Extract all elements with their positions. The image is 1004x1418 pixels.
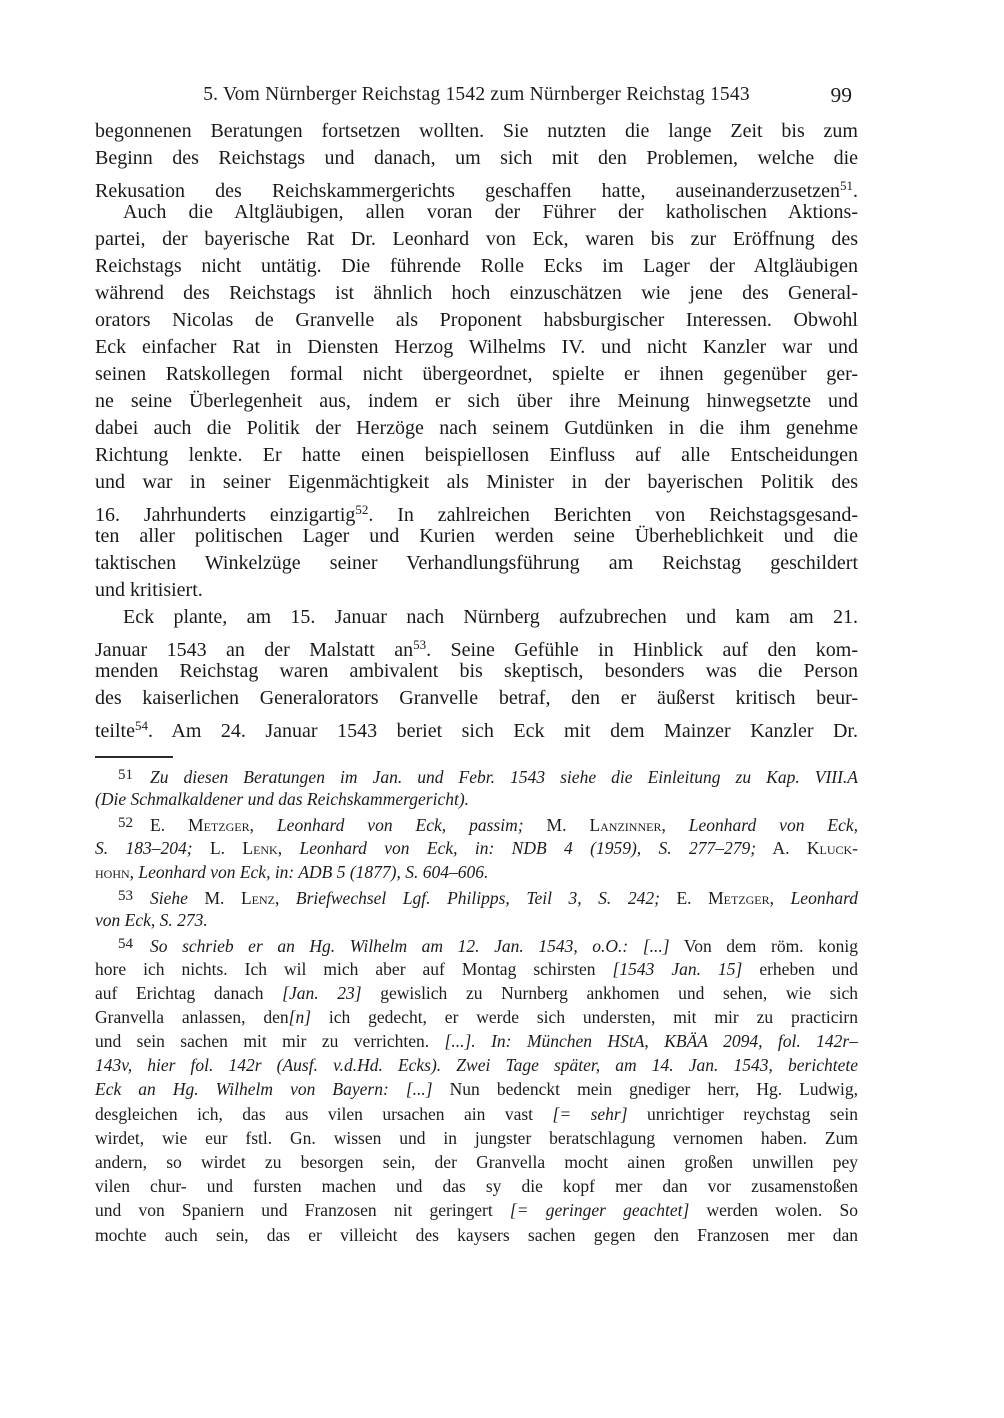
text-run: Siehe <box>150 887 188 908</box>
text-run: . <box>853 180 858 202</box>
text-line <box>95 1053 858 1077</box>
text-run: Leonhard <box>790 887 858 908</box>
text-line <box>95 811 858 835</box>
text-run: . Seine Gefühle in Hinblick auf den kom- <box>426 639 858 661</box>
text-line <box>95 172 858 202</box>
running-head <box>95 82 858 110</box>
text-run: [= sehr] <box>552 1103 628 1124</box>
text-run: des kaiserlichen Generalorators Granvelle betraf, den er äußerst kritisch beur- <box>95 687 858 709</box>
text-run: und war in seiner Eigenmächtigkeit als Minister in der bayerischen Politik des <box>95 471 858 493</box>
text-run: vilen chur- und fursten machen und das sy die kopf mer dan vor zusamenstoßen <box>95 1176 858 1197</box>
text-run: S. 183–204; <box>95 837 193 858</box>
text-line <box>95 199 858 226</box>
text-run: Eck einfacher Rat in Diensten Herzog Wilhelms IV. und nicht Kanzler war und <box>95 336 858 358</box>
text-run: . Am 24. Januar 1543 beriet sich Eck mit dem Mainzer Kanzler Dr. <box>147 720 858 742</box>
text-run: teilte <box>95 720 135 742</box>
footnote <box>95 884 858 932</box>
text-line <box>95 1150 858 1174</box>
text-run: [Jan. 23] <box>282 982 362 1003</box>
text-run: ne seine Überlegenheit aus, indem er sich über ihre Meinung hinwegsetzte und <box>95 390 858 412</box>
text-run: Kluck- <box>806 837 859 858</box>
text-run: mochte auch sein, das er villeicht des kaysers sachen gegen den Franzosen mer dan <box>95 1224 858 1245</box>
text-run: auf Erichtag danach <box>95 982 283 1003</box>
text-run: 143v, hier fol. 142r (Ausf. v.d.Hd. Ecks). Zwei Tage später, am 14. Jan. 1543, berichtete <box>95 1055 858 1076</box>
text-run: , <box>661 815 689 836</box>
text-run: ten aller politischen Lager und Kurien werden seine Überheblichkeit und die <box>95 525 858 547</box>
text-run: Richtung lenkte. Er hatte einen beispiellosen Einfluss auf alle Entscheidungen <box>95 444 858 466</box>
text-run: Briefwechsel Lgf. Philipps, Teil 3, S. 242; <box>295 887 660 908</box>
text-run: A. <box>756 837 807 858</box>
text-run: Lanzinner <box>589 815 662 836</box>
text-line <box>95 787 858 811</box>
footnote-number: 52 <box>118 815 133 832</box>
text-run: E. <box>659 887 709 908</box>
text-run: Nun bedenckt mein gnediger herr, Hg. Ludwig, <box>432 1079 858 1100</box>
text-line <box>95 1077 858 1101</box>
text-line <box>95 577 858 604</box>
footnotes-section <box>95 756 858 1247</box>
footnote <box>95 763 858 811</box>
text-run: wirdet, wie eur fstl. Gn. wissen und in jungster beratschlagung vernomen haben. Zum <box>95 1127 858 1148</box>
text-run: Leonhard von Eck, passim; <box>276 815 524 836</box>
text-line <box>95 361 858 388</box>
text-run: M. <box>187 887 241 908</box>
footnote-number: 54 <box>118 936 133 953</box>
text-run: . In zahlreichen Berichten von Reichstagsgesand- <box>368 504 858 526</box>
text-run: 16. Jahrhunderts einzigartig <box>95 504 356 526</box>
text-run: taktischen Winkelzüge seiner Verhandlungsführung am Reichstag geschildert <box>95 552 858 574</box>
footnote-ref: 51 <box>840 178 853 193</box>
text-line <box>95 631 858 661</box>
text-run: partei, der bayerische Rat Dr. Leonhard von Eck, waren bis zur Eröffnung des <box>95 228 858 250</box>
text-run: Lenz <box>240 887 275 908</box>
footnote <box>95 811 858 884</box>
text-line <box>95 685 858 712</box>
text-line <box>95 523 858 550</box>
text-run: M. <box>523 815 590 836</box>
text-run: dabei auch die Politik der Herzöge nach seinem Gutdünken in die ihm genehme <box>95 417 858 439</box>
text-run: hore ich nichts. Ich wil mich aber auf Montag schirsten <box>95 958 613 979</box>
text-run: [= geringer geachtet] <box>509 1200 690 1221</box>
text-run: , <box>129 861 139 882</box>
text-run: (Die Schmalkaldener und das Reichskammergericht). <box>95 789 470 810</box>
text-line <box>95 932 858 956</box>
text-run: menden Reichstag waren ambivalent bis skeptisch, besonders was die Person <box>95 660 858 682</box>
text-run: , <box>769 887 791 908</box>
text-run: von Eck, S. 273. <box>95 910 208 931</box>
text-line <box>95 658 858 685</box>
page-number: 99 <box>830 83 852 107</box>
text-line <box>95 415 858 442</box>
text-run: hohn <box>95 861 130 882</box>
chapter-heading: 5. Vom Nürnberger Reichstag 1542 zum Nürnberger Reichstag 1543 <box>203 84 750 105</box>
text-line <box>95 253 858 280</box>
text-run: und von Spaniern und Franzosen nit geringert <box>95 1200 510 1221</box>
text-line <box>95 550 858 577</box>
text-run: Eck an Hg. Wilhelm von Bayern: [...] <box>95 1079 433 1100</box>
text-run: ich gedecht, er werde sich understen, mit mir zu practicirn <box>311 1006 859 1027</box>
text-line <box>95 388 858 415</box>
text-line <box>95 226 858 253</box>
text-run: Januar 1543 an der Malstatt an <box>95 639 414 661</box>
text-line <box>95 1174 858 1198</box>
text-run: [...]. In: München HStA, KBÄA 2094, fol. 142r– <box>444 1031 858 1052</box>
paragraph <box>95 118 858 202</box>
text-run: und sein sachen mit mir zu verrichten. <box>95 1031 445 1052</box>
text-run: So schrieb er an Hg. Wilhelm am 12. Jan. 1543, o.O.: [...] <box>150 936 670 957</box>
text-run: Von dem röm. konig <box>669 936 858 957</box>
text-run: Rekusation des Reichskammergerichts geschaffen hatte, auseinanderzusetzen <box>95 180 840 202</box>
text-run: Reichstags nicht untätig. Die führende Rolle Ecks im Lager der Altgläubigen <box>95 255 858 277</box>
text-run: , <box>249 815 277 836</box>
text-line <box>95 1223 858 1247</box>
footnote-separator-rule <box>95 756 173 758</box>
text-line <box>95 908 858 932</box>
text-line <box>95 280 858 307</box>
text-line <box>95 1029 858 1053</box>
text-run: , <box>277 837 300 858</box>
paragraph <box>95 199 858 604</box>
text-line <box>95 884 858 908</box>
text-run: [1543 Jan. 15] <box>612 958 743 979</box>
text-run: während des Reichstags ist ähnlich hoch einzuschätzen wie jene des General- <box>95 282 858 304</box>
text-run: Leonhard von Eck, in: NDB 4 (1959), S. 277–279; <box>299 837 757 858</box>
text-line <box>95 145 858 172</box>
text-run: Leonhard von Eck, in: ADB 5 (1877), S. 604–606. <box>138 861 489 882</box>
text-run: Metzger <box>708 887 770 908</box>
footnote-number: 53 <box>118 887 133 904</box>
text-run: Metzger <box>188 815 250 836</box>
text-line <box>95 981 858 1005</box>
text-line <box>95 712 858 742</box>
text-line <box>95 957 858 981</box>
paragraph <box>95 604 858 742</box>
text-run: Beginn des Reichstags und danach, um sich mit den Problemen, welche die <box>95 147 858 169</box>
footnote-ref: 52 <box>355 502 369 517</box>
footnote-number: 51 <box>118 767 133 783</box>
text-run: Lenk <box>242 837 278 858</box>
text-line <box>95 860 858 884</box>
footnote-lines <box>95 763 858 1247</box>
text-run: E. <box>150 815 189 836</box>
text-line <box>95 1198 858 1222</box>
text-line <box>95 836 858 860</box>
text-run: [n] <box>288 1006 312 1027</box>
text-run: begonnenen Beratungen fortsetzen wollten. Sie nutzten die lange Zeit bis zum <box>95 120 858 142</box>
footnote-ref: 54 <box>134 718 148 733</box>
text-line <box>95 604 858 631</box>
text-run: L. <box>192 837 243 858</box>
text-line <box>95 334 858 361</box>
text-line <box>95 1005 858 1029</box>
text-run: gewislich zu Nurnberg ankhomen und sehen, wie sich <box>361 982 858 1003</box>
text-run: und kritisiert. <box>95 579 203 601</box>
text-line <box>95 442 858 469</box>
text-run: , <box>274 887 296 908</box>
text-run: Auch die Altgläubigen, allen voran der Führer der katholischen Aktions- <box>123 201 858 223</box>
footnote-ref: 53 <box>413 637 427 652</box>
text-run: seinen Ratskollegen formal nicht übergeordnet, spielte er ihnen gegenüber ger- <box>95 363 858 385</box>
text-run: unrichtiger reychstag sein <box>627 1103 858 1124</box>
text-run: Eck plante, am 15. Januar nach Nürnberg aufzubrechen und kam am 21. <box>123 606 858 628</box>
text-run: andern, so wirdet zu besorgen sein, der Granvella mocht ainen großen unwillen pey <box>95 1152 858 1172</box>
body-text <box>95 118 858 742</box>
text-run: Granvella anlassen, den <box>95 1006 289 1027</box>
footnote <box>95 932 858 1246</box>
text-line <box>95 496 858 526</box>
text-line <box>95 763 858 787</box>
text-run: Zu diesen Beratungen im Jan. und Febr. 1543 siehe die Einleitung zu Kap. VIII.A <box>150 767 858 787</box>
text-line <box>95 118 858 145</box>
text-run: Leonhard von Eck, <box>688 815 859 836</box>
text-run: werden wolen. So <box>689 1200 858 1221</box>
text-line <box>95 469 858 496</box>
text-run: orators Nicolas de Granvelle als Proponent habsburgischer Interessen. Obwohl <box>95 309 858 331</box>
text-run: desgleichen ich, das aus vilen ursachen ain vast <box>95 1103 553 1124</box>
text-line <box>95 1102 858 1126</box>
text-run: erheben und <box>742 958 858 979</box>
text-line <box>95 1126 858 1150</box>
text-line <box>95 307 858 334</box>
